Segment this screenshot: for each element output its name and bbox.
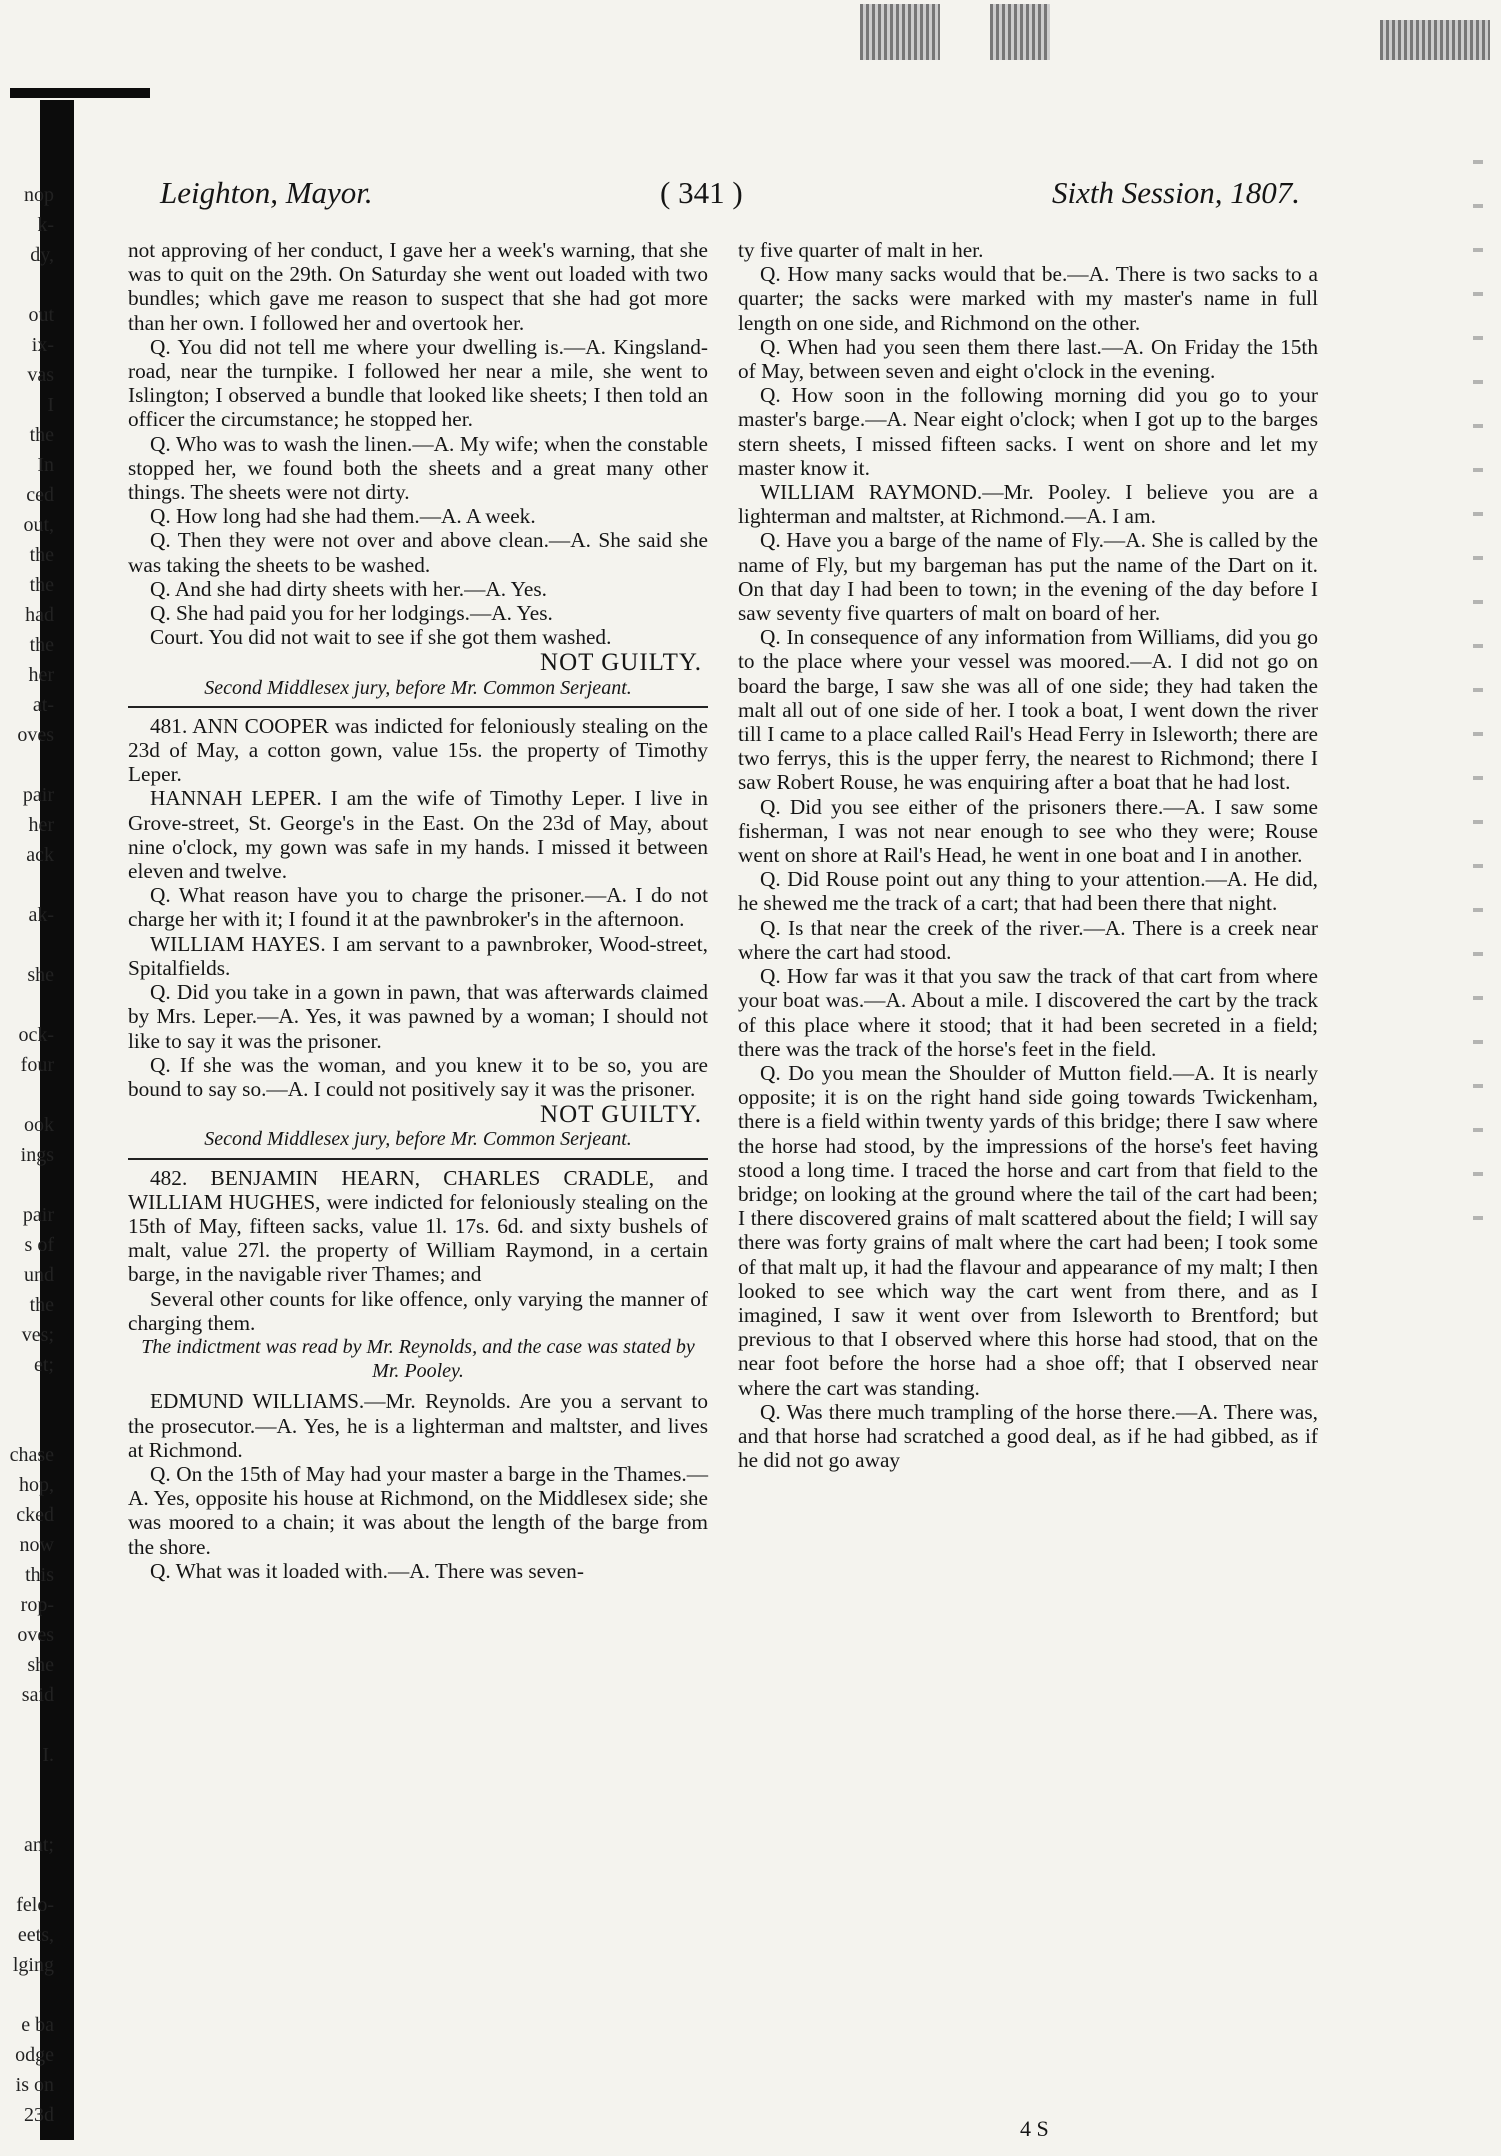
margin-fragment: In xyxy=(37,454,54,476)
testimony-paragraph: Q. Is that near the creek of the river.—A. There is a creek near where the cart had stood. xyxy=(738,915,1318,964)
testimony-paragraph: Q. Did you take in a gown in pawn, that was afterwards claimed by Mrs. Leper.—A. Yes, it was pawned by a woman; I should not like to say it was the prisoner. xyxy=(128,980,708,1053)
right-column xyxy=(738,238,1318,1472)
margin-fragment: odge xyxy=(15,2044,54,2066)
testimony-paragraph: Q. What was it loaded with.—A. There was seven- xyxy=(150,1558,584,1583)
margin-fragment xyxy=(0,1710,58,1740)
jury-note: Second Middlesex jury, before Mr. Common Serjeant. xyxy=(204,676,632,699)
margin-fragment: pair xyxy=(22,1204,54,1226)
margin-fragment: ack xyxy=(26,844,54,866)
testimony-paragraph: Q. Do you mean the Shoulder of Mutton field.—A. It is nearly opposite; it is on the right hand side going towards Twickenham, there is a field within twenty yards of this bridge; there I saw where the horse had stood, by the impressions of the horse's feet having stood a long time. I traced the horse and cart from that field to the bridge; on looking at the ground where the tail of the cart had been; I there discovered grains of malt scattered about the field; I will say there was forty grains of malt where the cart had been; I took some of that malt up, it had the flavour and appearance of my malt; I then looked to see which way the cart went from there, and as I imagined, I saw it went over from Isleworth to Brentford; but previous to that I observed where this horse had stood, that on the near foot before the horse had a shoe off; that I observed near where the cart was standing. xyxy=(738,1060,1318,1400)
margin-fragment xyxy=(0,750,58,780)
testimony-paragraph: Court. You did not wait to see if she got them washed. xyxy=(150,625,612,650)
margin-fragment: at- xyxy=(32,694,54,716)
jury-note: The indictment was read by Mr. Reynolds, and the case was stated by Mr. Pooley. xyxy=(141,1335,695,1383)
testimony-paragraph: WILLIAM HAYES. I am servant to a pawnbroker, Wood-street, Spitalfields. xyxy=(128,931,708,980)
margin-fragment: the xyxy=(29,544,54,566)
margin-fragment xyxy=(0,1380,58,1410)
verdict: NOT GUILTY. xyxy=(540,649,702,677)
margin-fragment: ings xyxy=(20,1144,54,1166)
margin-fragment: 23d xyxy=(24,2104,54,2126)
testimony-paragraph: 481. ANN COOPER was indicted for feloniously stealing on the 23d of May, a cotton gown, value 15s. the property of Timothy Leper. xyxy=(128,713,708,787)
margin-fragment: out xyxy=(28,304,54,326)
library-stamp-mark xyxy=(990,4,1050,60)
margin-fragment xyxy=(0,930,58,960)
margin-fragment: is on xyxy=(15,2074,54,2096)
margin-fragment: eets, xyxy=(17,1924,54,1946)
library-stamp-mark xyxy=(860,4,940,60)
margin-fragment: ves; xyxy=(21,1324,54,1346)
margin-fragment: ock- xyxy=(18,1024,54,1046)
binding-edge xyxy=(10,88,150,98)
margin-fragment: et; xyxy=(34,1354,54,1376)
margin-fragment xyxy=(0,1860,58,1890)
testimony-paragraph: ty five quarter of malt in her. xyxy=(738,238,984,262)
running-header xyxy=(150,175,1300,225)
testimony-paragraph: Q. Who was to wash the linen.—A. My wife; when the constable stopped her, we found both the sheets and a great many other things. The sheets were not dirty. xyxy=(128,431,708,505)
signature-mark: 4 S xyxy=(1020,2116,1049,2141)
left-column xyxy=(128,238,708,1583)
margin-fragment xyxy=(0,1080,58,1110)
margin-fragment: her xyxy=(28,814,54,836)
margin-fragment: she xyxy=(27,1654,54,1676)
margin-fragment: felo- xyxy=(16,1894,54,1916)
testimony-paragraph: Q. Then they were not over and above clean.—A. She said she was taking the sheets to be washed. xyxy=(128,528,708,577)
testimony-paragraph: Q. And she had dirty sheets with her.—A. Yes. xyxy=(150,576,547,601)
margin-fragment xyxy=(0,1770,58,1800)
header-mayor: Leighton, Mayor. xyxy=(160,175,373,210)
margin-fragment: the xyxy=(29,574,54,596)
margin-fragment: vas xyxy=(27,364,54,386)
library-stamp-mark xyxy=(1380,20,1490,60)
margin-fragment: e ba xyxy=(21,2014,54,2036)
testimony-paragraph: Q. How many sacks would that be.—A. There is two sacks to a quarter; the sacks were marked with my master's name in full length on one side, and Richmond on the other. xyxy=(738,262,1318,335)
testimony-paragraph: Q. Did you see either of the prisoners there.—A. I saw some fisherman, I was not near enough to see who they were; Rouse went on shore at Rail's Head, he went in one boat and I in another. xyxy=(738,794,1318,868)
margin-fragment: chase xyxy=(9,1444,54,1466)
page-number: ( 341 ) xyxy=(660,175,743,210)
margin-fragment: cked xyxy=(16,1504,54,1526)
margin-fragment: pair xyxy=(22,784,54,806)
margin-fragment: four xyxy=(20,1054,54,1076)
margin-fragment: now xyxy=(19,1534,54,1556)
margin-fragment: she xyxy=(27,964,54,986)
margin-fragment: rop- xyxy=(20,1594,54,1616)
margin-fragment xyxy=(0,1800,58,1830)
margin-fragment xyxy=(0,270,58,300)
margin-fragment xyxy=(0,1170,58,1200)
margin-fragment: dy, xyxy=(30,244,54,266)
testimony-paragraph: Q. If she was the woman, and you knew it to be so, you are bound to say so.—A. I could not positively say it was the prisoner. xyxy=(128,1052,708,1101)
margin-fragment: oves xyxy=(17,1624,54,1646)
margin-fragment: oves xyxy=(17,724,54,746)
margin-fragment: ant; xyxy=(24,1834,54,1856)
margin-fragment xyxy=(0,990,58,1020)
margin-fragment: ak- xyxy=(28,904,54,926)
margin-fragment: lging xyxy=(12,1954,54,1976)
testimony-paragraph: Q. How long had she had them.—A. A week. xyxy=(150,504,536,529)
margin-fragment: s of xyxy=(24,1234,54,1256)
testimony-paragraph: EDMUND WILLIAMS.—Mr. Reynolds. Are you a servant to the prosecutor.—A. Yes, he is a lighterman and maltster, and lives at Richmond. xyxy=(128,1389,708,1462)
margin-fragment: k- xyxy=(37,214,54,236)
testimony-paragraph: Q. In consequence of any information from Williams, did you go to the place where your vessel was moored.—A. I did not go on board the barge, I saw she was all of one side; they had taken the malt all out of one side of her. I took a boat, I went down the river till I came to a place called Rail's Head Ferry in Isleworth; there are two ferrys, this is the upper ferry, the nearest to Richmond; there I saw Robert Rouse, he was enquiring after a boat that he had lost. xyxy=(738,625,1318,795)
testimony-paragraph: Q. Was there much trampling of the horse there.—A. There was, and that horse had scratched a good deal, as if he had gibbed, as if he did not go away xyxy=(738,1399,1318,1473)
margin-fragment: ix- xyxy=(31,334,54,356)
testimony-paragraph: Q. What reason have you to charge the prisoner.—A. I do not charge her with it; I found it at the pawnbroker's in the afternoon. xyxy=(128,883,708,932)
margin-fragment: hop, xyxy=(19,1474,54,1496)
testimony-paragraph: Q. How soon in the following morning did you go to your master's barge.—A. Near eight o'clock; when I got up to the barges stern sheets, I missed fifteen sacks. I went on shore and let my master know it. xyxy=(738,383,1318,480)
testimony-paragraph: HANNAH LEPER. I am the wife of Timothy Leper. I live in Grove-street, St. George's in the East. On the 23d of May, about nine o'clock, my gown was safe in my hands. I missed it between eleven and twelve. xyxy=(128,786,708,884)
margin-fragment: this xyxy=(25,1564,54,1586)
margin-fragment xyxy=(0,870,58,900)
testimony-paragraph: Q. She had paid you for her lodgings.—A. Yes. xyxy=(150,601,553,626)
case-separator-rule xyxy=(128,1158,708,1160)
testimony-paragraph: Q. On the 15th of May had your master a barge in the Thames.—A. Yes, opposite his house at Richmond, on the Middlesex side; she was moored to a chain; it was about the length of the barge from the shore. xyxy=(128,1461,708,1559)
margin-fragment: nop xyxy=(24,184,54,206)
verdict: NOT GUILTY. xyxy=(540,1101,702,1129)
facing-page-fragments xyxy=(0,180,58,2126)
margin-fragment: ced xyxy=(26,484,54,506)
case-separator-rule xyxy=(128,706,708,708)
margin-fragment: und xyxy=(24,1264,54,1286)
testimony-paragraph: 482. BENJAMIN HEARN, CHARLES CRADLE, and WILLIAM HUGHES, were indicted for feloniously stealing on the 15th of May, fifteen sacks, value 1l. 17s. 6d. and sixty bushels of malt, value 27l. the property of William Raymond, in a certain barge, in the navigable river Thames; and xyxy=(128,1165,708,1287)
margin-fragment xyxy=(0,1980,58,2010)
margin-fragment: the xyxy=(29,1294,54,1316)
margin-fragment: I. xyxy=(42,1744,54,1766)
testimony-paragraph: Q. Have you a barge of the name of Fly.—A. She is called by the name of Fly, but my bargeman has put the name of the Dart on it. On that day I had been to town; in the evening of the day before I saw seventy five quarters of malt on board of her. xyxy=(738,528,1318,626)
testimony-paragraph: Q. You did not tell me where your dwelling is.—A. Kingsland-road, near the turnpike. I followed her near a mile, she went to Islington; I observed a bundle that looked like sheets; I then told an officer the circumstance; he stopped her. xyxy=(128,334,708,432)
testimony-paragraph: Q. When had you seen them there last.—A. On Friday the 15th of May, between seven and eight o'clock in the evening. xyxy=(738,334,1318,384)
margin-speckle xyxy=(1473,120,1483,1220)
margin-fragment: the xyxy=(29,424,54,446)
margin-fragment: had xyxy=(25,604,54,626)
header-session: Sixth Session, 1807. xyxy=(1052,175,1300,210)
margin-fragment: her xyxy=(28,664,54,686)
jury-note: Second Middlesex jury, before Mr. Common Serjeant. xyxy=(204,1128,632,1151)
margin-fragment: the xyxy=(29,634,54,656)
margin-fragment: I xyxy=(47,394,54,416)
margin-fragment: out, xyxy=(23,514,54,536)
testimony-paragraph: WILLIAM RAYMOND.—Mr. Pooley. I believe you are a lighterman and maltster, at Richmond.—A. I am. xyxy=(738,480,1318,529)
margin-fragment: said xyxy=(21,1684,54,1706)
testimony-paragraph: not approving of her conduct, I gave her a week's warning, that she was to quit on the 29th. On Saturday she went out loaded with two bundles; which gave me reason to suspect that she had got more than her own. I followed her and overtook her. xyxy=(128,238,708,335)
testimony-paragraph: Several other counts for like offence, only varying the manner of charging them. xyxy=(128,1286,708,1335)
testimony-paragraph: Q. Did Rouse point out any thing to your attention.—A. He did, he shewed me the track of a cart; that had been there that night. xyxy=(738,867,1318,916)
margin-fragment xyxy=(0,1410,58,1440)
testimony-paragraph: Q. How far was it that you saw the track of that cart from where your boat was.—A. About a mile. I discovered the cart by the track of this place where it stood; that it had been secreted in a field; there was the track of the horse's feet in the field. xyxy=(738,964,1318,1061)
margin-fragment: ook xyxy=(24,1114,54,1136)
